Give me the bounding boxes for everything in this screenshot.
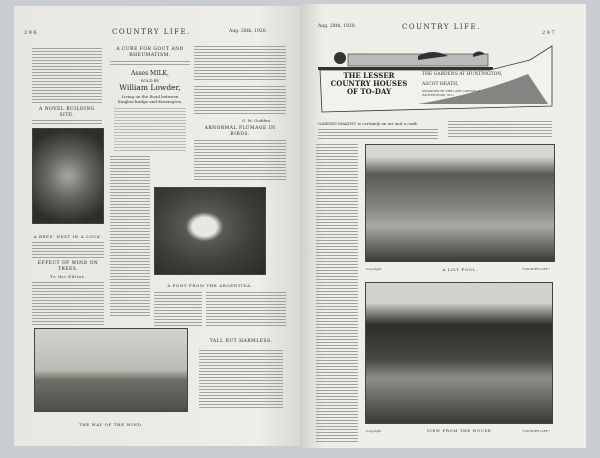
page-number: 297 xyxy=(542,30,557,36)
article-heading: A CURE FOR GOUT AND RHEUMATISM. xyxy=(116,47,184,58)
article-heading: TALL BUT HARMLESS. xyxy=(209,339,273,344)
article-heading: ABNORMAL PLUMAGE IN BIRDS. xyxy=(204,126,276,137)
photo-caption: A LILY POOL. xyxy=(442,267,478,272)
article-heading: A NOVEL BUILDING SITE. xyxy=(39,107,95,118)
series-title: THE LESSER COUNTRY HOUSES OF TO-DAY xyxy=(330,71,408,96)
text-column xyxy=(110,61,190,67)
text-column xyxy=(199,350,283,410)
text-column xyxy=(32,48,102,104)
text-column xyxy=(32,120,102,126)
advert-line: SOLD BY xyxy=(140,78,160,83)
text-column xyxy=(194,46,286,82)
photo-caption: THE WAY OF THE WIND. xyxy=(78,422,144,427)
decorative-banner xyxy=(318,42,556,114)
advert-line: Living on the Road between Knights-bridge and Kensington. xyxy=(117,94,183,104)
banner-credit: DESIGNED BY THE LATE CAPTAIN A. WINTER ROSE, M.C. xyxy=(422,89,481,97)
advert-name: William Lowder, xyxy=(119,83,181,92)
country-life-credit: "COUNTRY LIFE." xyxy=(522,429,551,433)
country-life-credit: "COUNTRY LIFE." xyxy=(522,267,551,271)
opening-line: GARDEN-MAKING is certainly an art and a craft, xyxy=(318,121,419,126)
view-from-house-photo xyxy=(365,282,553,424)
pony-photo xyxy=(154,187,266,275)
right-page xyxy=(300,4,586,448)
signature: G. M. Godden. xyxy=(242,118,272,123)
to-editor: To the Editor. xyxy=(50,274,86,279)
text-column xyxy=(206,292,286,326)
text-column xyxy=(110,156,150,316)
text-column xyxy=(448,121,552,139)
copyright-credit: Copyright xyxy=(366,267,382,271)
banner-place: ASCOT HEATH, xyxy=(422,82,459,87)
photo-caption: A PONY FROM THE ARGENTINA. xyxy=(167,283,253,288)
photo-caption: A BEES' NEST IN A LOCK. xyxy=(33,234,103,239)
text-column xyxy=(32,242,104,258)
text-column xyxy=(318,129,438,140)
text-column xyxy=(194,140,286,180)
bees-nest-photo xyxy=(32,128,104,224)
page-date: Aug. 28th, 1920. xyxy=(318,24,357,29)
left-page xyxy=(14,6,302,446)
page-number: 296 xyxy=(24,30,39,36)
text-column xyxy=(316,144,358,442)
text-column xyxy=(194,86,286,116)
copyright-credit: Copyright xyxy=(366,429,382,433)
page-date: Aug. 28th, 1920. xyxy=(229,29,268,34)
banner-subtitle: THE GARDENS AT HUNTINGTON, xyxy=(422,72,503,77)
article-heading: EFFECT OF WIND ON TREES. xyxy=(37,261,99,272)
running-title: COUNTRY LIFE. xyxy=(402,23,481,31)
running-title: COUNTRY LIFE. xyxy=(112,28,191,36)
handwritten-notes xyxy=(114,108,186,151)
advert-line: Asses MILK, xyxy=(131,70,169,77)
text-column xyxy=(32,282,104,326)
photo-caption: VIEW FROM THE HOUSE. xyxy=(426,428,494,433)
text-column xyxy=(154,292,202,326)
lily-pool-photo xyxy=(365,144,555,262)
wind-trees-photo xyxy=(34,328,188,412)
